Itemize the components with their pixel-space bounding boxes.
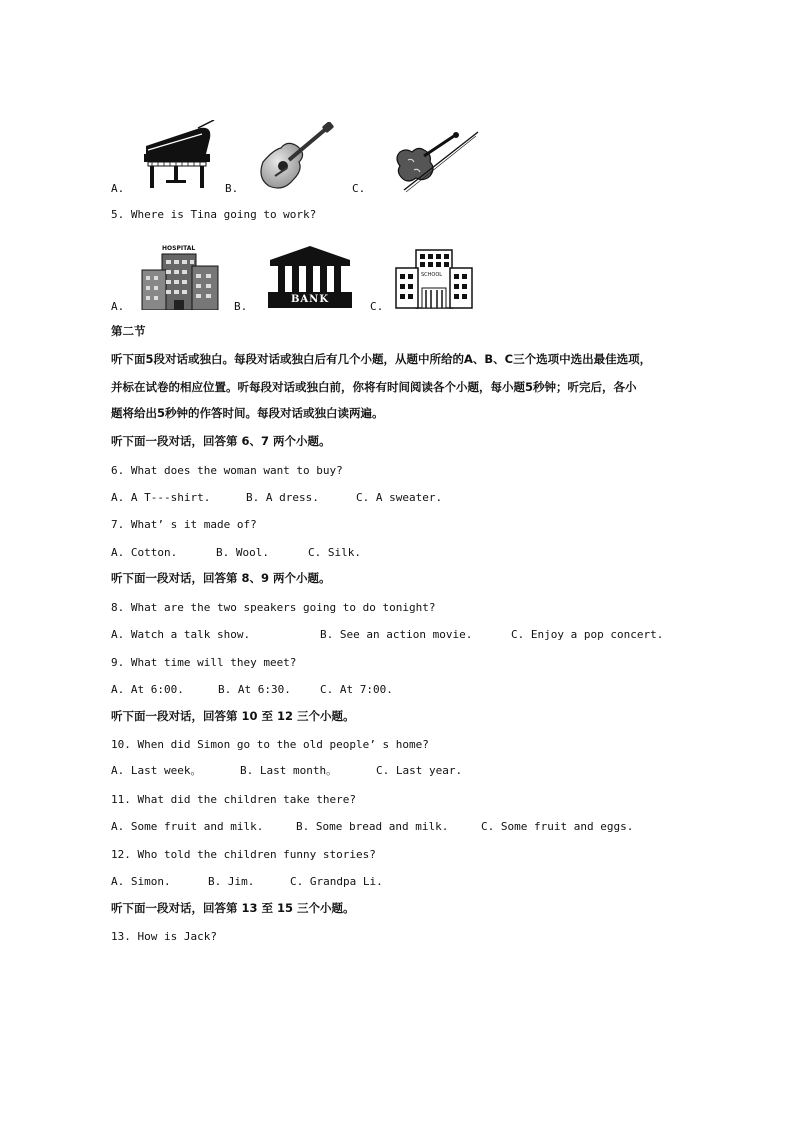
group-intro-8-9: 听下面一段对话，回答第 8、9 两个小题。 xyxy=(111,571,331,585)
question-7: 7. What’ s it made of? xyxy=(111,518,257,531)
question-9: 9. What time will they meet? xyxy=(111,656,297,669)
group-intro-10-12: 听下面一段对话，回答第 10 至 12 三个小题。 xyxy=(111,709,355,723)
group-intro-13-15: 听下面一段对话，回答第 13 至 15 三个小题。 xyxy=(111,901,355,915)
section-heading: 第二节 xyxy=(111,324,146,338)
question-11: 11. What did the children take there? xyxy=(111,793,357,806)
instruction-line-3: 题将给出5秒钟的作答时间。每段对话或独白读两遍。 xyxy=(111,406,384,420)
q4-option-a-label: A. xyxy=(111,182,125,195)
bank-building-icon xyxy=(266,244,354,310)
q9-option-b: B. At 6:30. xyxy=(218,683,291,696)
question-5: 5. Where is Tina going to work? xyxy=(111,208,317,221)
q8-option-b: B. See an action movie. xyxy=(320,628,473,641)
q4-option-c-label: C. xyxy=(352,182,366,195)
q6-option-a: A. A T---shirt. xyxy=(111,491,211,504)
question-10: 10. When did Simon go to the old people’ s home? xyxy=(111,738,429,751)
question-12: 12. Who told the children funny stories? xyxy=(111,848,376,861)
hospital-sign: HOSPITAL xyxy=(162,245,196,252)
bank-sign: BANK xyxy=(290,294,330,305)
q11-option-b: B. Some bread and milk. xyxy=(296,820,449,833)
instruction-line-2: 并标在试卷的相应位置。听每段对话或独白前，你将有时间阅读各个小题，每小题5秒钟；听完后，各小 xyxy=(111,380,637,394)
group-intro-6-7: 听下面一段对话，回答第 6、7 两个小题。 xyxy=(111,434,331,448)
q8-option-a: A. Watch a talk show. xyxy=(111,628,251,641)
school-sign: SCHOOL xyxy=(421,272,443,278)
violin-icon xyxy=(392,130,480,194)
question-8: 8. What are the two speakers going to do tonight? xyxy=(111,601,436,614)
instruction-line-1: 听下面5段对话或独白。每段对话或独白后有几个小题，从题中所给的A、B、C三个选项中选出最佳选项， xyxy=(111,352,652,366)
q10-option-c: C. Last year. xyxy=(376,764,463,777)
q9-option-a: A. At 6:00. xyxy=(111,683,184,696)
q7-option-a: A. Cotton. xyxy=(111,546,178,559)
q9-option-c: C. At 7:00. xyxy=(320,683,393,696)
q6-option-c: C. A sweater. xyxy=(356,491,443,504)
q10-option-b: B. Last month。 xyxy=(240,764,338,777)
acoustic-guitar-icon xyxy=(253,122,335,190)
q8-option-c: C. Enjoy a pop concert. xyxy=(511,628,664,641)
q7-option-c: C. Silk. xyxy=(308,546,361,559)
q4-option-b-label: B. xyxy=(225,182,239,195)
q12-option-b: B. Jim. xyxy=(208,875,255,888)
hospital-building-icon xyxy=(140,244,220,310)
q11-option-c: C. Some fruit and eggs. xyxy=(481,820,634,833)
q6-option-b: B. A dress. xyxy=(246,491,319,504)
q12-option-c: C. Grandpa Li. xyxy=(290,875,383,888)
school-building-icon xyxy=(394,248,474,310)
question-6: 6. What does the woman want to buy? xyxy=(111,464,343,477)
q5-option-c-label: C. xyxy=(370,300,384,313)
question-13: 13. How is Jack? xyxy=(111,930,217,943)
q12-option-a: A. Simon. xyxy=(111,875,171,888)
q7-option-b: B. Wool. xyxy=(216,546,269,559)
q5-option-b-label: B. xyxy=(234,300,248,313)
q5-option-a-label: A. xyxy=(111,300,125,313)
q10-option-a: A. Last week。 xyxy=(111,764,202,777)
grand-piano-icon xyxy=(140,120,216,192)
q11-option-a: A. Some fruit and milk. xyxy=(111,820,264,833)
